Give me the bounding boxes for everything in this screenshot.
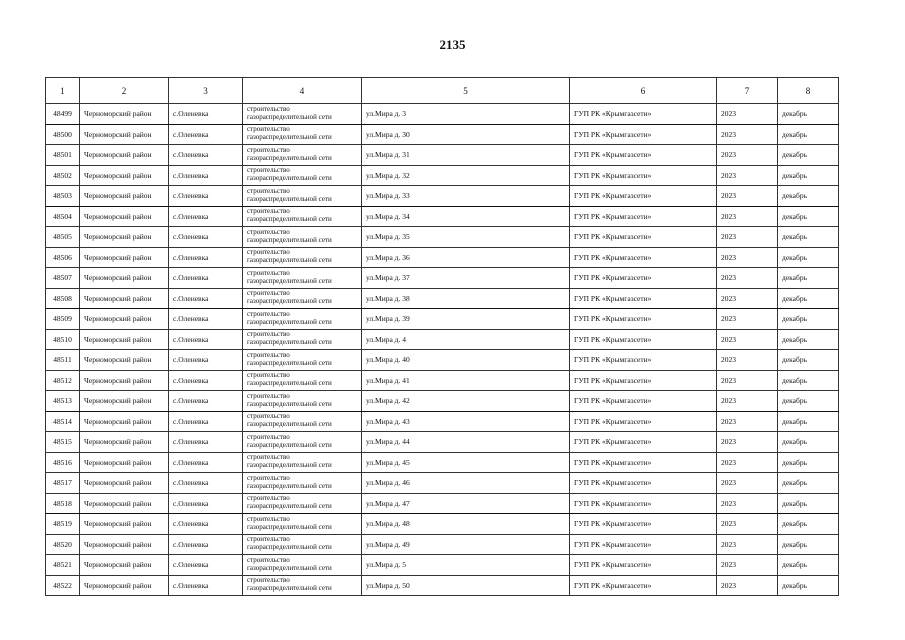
month-cell: декабрь [778, 165, 839, 186]
year-cell: 2023 [717, 575, 778, 596]
row-number: 48516 [46, 452, 80, 473]
address-cell: ул.Мира д. 37 [362, 268, 570, 289]
settlement-cell: с.Оленевка [169, 493, 243, 514]
row-number: 48507 [46, 268, 80, 289]
work-type-cell: строительство газораспределительной сети [243, 350, 362, 371]
year-cell: 2023 [717, 104, 778, 125]
settlement-cell: с.Оленевка [169, 432, 243, 453]
address-cell: ул.Мира д. 44 [362, 432, 570, 453]
row-number: 48518 [46, 493, 80, 514]
district-cell: Черноморский район [80, 124, 169, 145]
row-number: 48508 [46, 288, 80, 309]
row-number: 48522 [46, 575, 80, 596]
organization-cell: ГУП РК «Крымгазсети» [570, 432, 717, 453]
column-header: 4 [243, 78, 362, 104]
work-type-cell: строительство газораспределительной сети [243, 227, 362, 248]
year-cell: 2023 [717, 247, 778, 268]
address-cell: ул.Мира д. 36 [362, 247, 570, 268]
address-cell: ул.Мира д. 46 [362, 473, 570, 494]
address-cell: ул.Мира д. 35 [362, 227, 570, 248]
work-type-cell: строительство газораспределительной сети [243, 452, 362, 473]
settlement-cell: с.Оленевка [169, 575, 243, 596]
organization-cell: ГУП РК «Крымгазсети» [570, 288, 717, 309]
month-cell: декабрь [778, 124, 839, 145]
table-row [46, 206, 839, 227]
work-type-cell: строительство газораспределительной сети [243, 432, 362, 453]
month-cell: декабрь [778, 104, 839, 125]
work-type-cell: строительство газораспределительной сети [243, 309, 362, 330]
district-cell: Черноморский район [80, 514, 169, 535]
district-cell: Черноморский район [80, 145, 169, 166]
table-row [46, 370, 839, 391]
table-row [46, 124, 839, 145]
column-header: 7 [717, 78, 778, 104]
organization-cell: ГУП РК «Крымгазсети» [570, 145, 717, 166]
month-cell: декабрь [778, 227, 839, 248]
table-row [46, 288, 839, 309]
address-cell: ул.Мира д. 42 [362, 391, 570, 412]
column-header: 2 [80, 78, 169, 104]
work-type-cell: строительство газораспределительной сети [243, 186, 362, 207]
district-cell: Черноморский район [80, 411, 169, 432]
month-cell: декабрь [778, 370, 839, 391]
month-cell: декабрь [778, 555, 839, 576]
organization-cell: ГУП РК «Крымгазсети» [570, 350, 717, 371]
organization-cell: ГУП РК «Крымгазсети» [570, 514, 717, 535]
district-cell: Черноморский район [80, 329, 169, 350]
year-cell: 2023 [717, 186, 778, 207]
row-number: 48504 [46, 206, 80, 227]
organization-cell: ГУП РК «Крымгазсети» [570, 186, 717, 207]
column-header: 1 [46, 78, 80, 104]
table-row [46, 555, 839, 576]
row-number: 48499 [46, 104, 80, 125]
month-cell: декабрь [778, 329, 839, 350]
year-cell: 2023 [717, 432, 778, 453]
address-cell: ул.Мира д. 5 [362, 555, 570, 576]
row-number: 48502 [46, 165, 80, 186]
organization-cell: ГУП РК «Крымгазсети» [570, 534, 717, 555]
year-cell: 2023 [717, 555, 778, 576]
settlement-cell: с.Оленевка [169, 186, 243, 207]
address-cell: ул.Мира д. 39 [362, 309, 570, 330]
work-type-cell: строительство газораспределительной сети [243, 555, 362, 576]
organization-cell: ГУП РК «Крымгазсети» [570, 370, 717, 391]
organization-cell: ГУП РК «Крымгазсети» [570, 165, 717, 186]
work-type-cell: строительство газораспределительной сети [243, 411, 362, 432]
month-cell: декабрь [778, 247, 839, 268]
month-cell: декабрь [778, 534, 839, 555]
work-type-cell: строительство газораспределительной сети [243, 268, 362, 289]
settlement-cell: с.Оленевка [169, 288, 243, 309]
district-cell: Черноморский район [80, 309, 169, 330]
district-cell: Черноморский район [80, 227, 169, 248]
year-cell: 2023 [717, 329, 778, 350]
organization-cell: ГУП РК «Крымгазсети» [570, 575, 717, 596]
row-number: 48501 [46, 145, 80, 166]
district-cell: Черноморский район [80, 247, 169, 268]
district-cell: Черноморский район [80, 452, 169, 473]
table-row [46, 452, 839, 473]
column-header: 8 [778, 78, 839, 104]
year-cell: 2023 [717, 268, 778, 289]
organization-cell: ГУП РК «Крымгазсети» [570, 473, 717, 494]
year-cell: 2023 [717, 124, 778, 145]
work-type-cell: строительство газораспределительной сети [243, 370, 362, 391]
settlement-cell: с.Оленевка [169, 452, 243, 473]
table-row [46, 391, 839, 412]
work-type-cell: строительство газораспределительной сети [243, 165, 362, 186]
column-header: 5 [362, 78, 570, 104]
row-number: 48509 [46, 309, 80, 330]
month-cell: декабрь [778, 411, 839, 432]
month-cell: декабрь [778, 309, 839, 330]
table-row [46, 534, 839, 555]
settlement-cell: с.Оленевка [169, 124, 243, 145]
address-cell: ул.Мира д. 33 [362, 186, 570, 207]
work-type-cell: строительство газораспределительной сети [243, 391, 362, 412]
table-row [46, 473, 839, 494]
address-cell: ул.Мира д. 48 [362, 514, 570, 535]
year-cell: 2023 [717, 288, 778, 309]
month-cell: декабрь [778, 145, 839, 166]
organization-cell: ГУП РК «Крымгазсети» [570, 247, 717, 268]
table-row [46, 575, 839, 596]
table-row [46, 165, 839, 186]
table-row [46, 227, 839, 248]
address-cell: ул.Мира д. 34 [362, 206, 570, 227]
district-cell: Черноморский район [80, 350, 169, 371]
table-body [46, 104, 839, 596]
work-type-cell: строительство газораспределительной сети [243, 575, 362, 596]
year-cell: 2023 [717, 165, 778, 186]
table-header-row [46, 78, 839, 104]
district-cell: Черноморский район [80, 288, 169, 309]
work-type-cell: строительство газораспределительной сети [243, 124, 362, 145]
address-cell: ул.Мира д. 32 [362, 165, 570, 186]
table-row [46, 104, 839, 125]
table-row [46, 186, 839, 207]
district-cell: Черноморский район [80, 186, 169, 207]
month-cell: декабрь [778, 432, 839, 453]
organization-cell: ГУП РК «Крымгазсети» [570, 104, 717, 125]
work-type-cell: строительство газораспределительной сети [243, 534, 362, 555]
year-cell: 2023 [717, 411, 778, 432]
district-cell: Черноморский район [80, 165, 169, 186]
row-number: 48515 [46, 432, 80, 453]
district-cell: Черноморский район [80, 555, 169, 576]
district-cell: Черноморский район [80, 104, 169, 125]
district-cell: Черноморский район [80, 432, 169, 453]
month-cell: декабрь [778, 452, 839, 473]
month-cell: декабрь [778, 514, 839, 535]
address-cell: ул.Мира д. 31 [362, 145, 570, 166]
row-number: 48512 [46, 370, 80, 391]
month-cell: декабрь [778, 391, 839, 412]
address-cell: ул.Мира д. 4 [362, 329, 570, 350]
settlement-cell: с.Оленевка [169, 206, 243, 227]
row-number: 48520 [46, 534, 80, 555]
settlement-cell: с.Оленевка [169, 555, 243, 576]
table-row [46, 514, 839, 535]
address-cell: ул.Мира д. 41 [362, 370, 570, 391]
district-cell: Черноморский район [80, 473, 169, 494]
row-number: 48503 [46, 186, 80, 207]
table-row [46, 350, 839, 371]
table-row [46, 309, 839, 330]
row-number: 48506 [46, 247, 80, 268]
year-cell: 2023 [717, 350, 778, 371]
work-type-cell: строительство газораспределительной сети [243, 329, 362, 350]
month-cell: декабрь [778, 288, 839, 309]
month-cell: декабрь [778, 268, 839, 289]
year-cell: 2023 [717, 473, 778, 494]
table-row [46, 329, 839, 350]
work-type-cell: строительство газораспределительной сети [243, 514, 362, 535]
month-cell: декабрь [778, 493, 839, 514]
year-cell: 2023 [717, 452, 778, 473]
district-cell: Черноморский район [80, 575, 169, 596]
month-cell: декабрь [778, 206, 839, 227]
year-cell: 2023 [717, 309, 778, 330]
year-cell: 2023 [717, 391, 778, 412]
address-cell: ул.Мира д. 40 [362, 350, 570, 371]
page-number: 2135 [439, 37, 466, 52]
district-cell: Черноморский район [80, 370, 169, 391]
row-number: 48510 [46, 329, 80, 350]
settlement-cell: с.Оленевка [169, 247, 243, 268]
address-cell: ул.Мира д. 47 [362, 493, 570, 514]
address-cell: ул.Мира д. 50 [362, 575, 570, 596]
district-cell: Черноморский район [80, 534, 169, 555]
address-cell: ул.Мира д. 43 [362, 411, 570, 432]
table-row [46, 247, 839, 268]
organization-cell: ГУП РК «Крымгазсети» [570, 309, 717, 330]
table-row [46, 145, 839, 166]
address-cell: ул.Мира д. 30 [362, 124, 570, 145]
organization-cell: ГУП РК «Крымгазсети» [570, 493, 717, 514]
year-cell: 2023 [717, 493, 778, 514]
year-cell: 2023 [717, 206, 778, 227]
row-number: 48517 [46, 473, 80, 494]
table-row [46, 268, 839, 289]
settlement-cell: с.Оленевка [169, 227, 243, 248]
row-number: 48511 [46, 350, 80, 371]
settlement-cell: с.Оленевка [169, 165, 243, 186]
table-row [46, 493, 839, 514]
row-number: 48500 [46, 124, 80, 145]
organization-cell: ГУП РК «Крымгазсети» [570, 329, 717, 350]
district-cell: Черноморский район [80, 391, 169, 412]
settlement-cell: с.Оленевка [169, 514, 243, 535]
settlement-cell: с.Оленевка [169, 473, 243, 494]
settlement-cell: с.Оленевка [169, 268, 243, 289]
year-cell: 2023 [717, 370, 778, 391]
work-type-cell: строительство газораспределительной сети [243, 104, 362, 125]
work-type-cell: строительство газораспределительной сети [243, 145, 362, 166]
work-type-cell: строительство газораспределительной сети [243, 206, 362, 227]
address-cell: ул.Мира д. 49 [362, 534, 570, 555]
data-table [45, 77, 839, 596]
column-header: 3 [169, 78, 243, 104]
row-number: 48519 [46, 514, 80, 535]
organization-cell: ГУП РК «Крымгазсети» [570, 206, 717, 227]
settlement-cell: с.Оленевка [169, 350, 243, 371]
work-type-cell: строительство газораспределительной сети [243, 473, 362, 494]
address-cell: ул.Мира д. 3 [362, 104, 570, 125]
organization-cell: ГУП РК «Крымгазсети» [570, 391, 717, 412]
settlement-cell: с.Оленевка [169, 370, 243, 391]
month-cell: декабрь [778, 186, 839, 207]
address-cell: ул.Мира д. 45 [362, 452, 570, 473]
month-cell: декабрь [778, 575, 839, 596]
table-row [46, 411, 839, 432]
address-cell: ул.Мира д. 38 [362, 288, 570, 309]
year-cell: 2023 [717, 227, 778, 248]
row-number: 48514 [46, 411, 80, 432]
district-cell: Черноморский район [80, 268, 169, 289]
settlement-cell: с.Оленевка [169, 104, 243, 125]
settlement-cell: с.Оленевка [169, 309, 243, 330]
work-type-cell: строительство газораспределительной сети [243, 288, 362, 309]
settlement-cell: с.Оленевка [169, 534, 243, 555]
year-cell: 2023 [717, 145, 778, 166]
district-cell: Черноморский район [80, 206, 169, 227]
table-row [46, 432, 839, 453]
organization-cell: ГУП РК «Крымгазсети» [570, 227, 717, 248]
work-type-cell: строительство газораспределительной сети [243, 493, 362, 514]
month-cell: декабрь [778, 473, 839, 494]
organization-cell: ГУП РК «Крымгазсети» [570, 411, 717, 432]
row-number: 48505 [46, 227, 80, 248]
organization-cell: ГУП РК «Крымгазсети» [570, 452, 717, 473]
row-number: 48521 [46, 555, 80, 576]
organization-cell: ГУП РК «Крымгазсети» [570, 268, 717, 289]
column-header: 6 [570, 78, 717, 104]
organization-cell: ГУП РК «Крымгазсети» [570, 555, 717, 576]
settlement-cell: с.Оленевка [169, 391, 243, 412]
month-cell: декабрь [778, 350, 839, 371]
row-number: 48513 [46, 391, 80, 412]
year-cell: 2023 [717, 534, 778, 555]
organization-cell: ГУП РК «Крымгазсети» [570, 124, 717, 145]
settlement-cell: с.Оленевка [169, 411, 243, 432]
work-type-cell: строительство газораспределительной сети [243, 247, 362, 268]
settlement-cell: с.Оленевка [169, 329, 243, 350]
district-cell: Черноморский район [80, 493, 169, 514]
settlement-cell: с.Оленевка [169, 145, 243, 166]
year-cell: 2023 [717, 514, 778, 535]
